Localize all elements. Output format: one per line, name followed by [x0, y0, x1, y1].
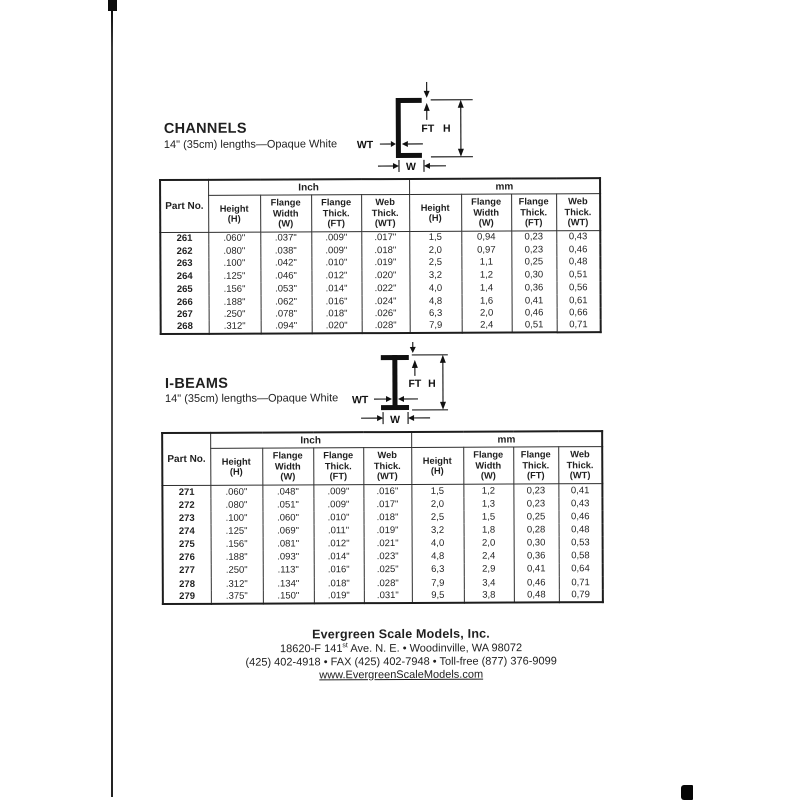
wt-arrowhead-right — [398, 396, 404, 402]
col-height-mm: Height (H) — [411, 447, 463, 484]
value-cell: .312" — [211, 577, 263, 590]
value-cell: .080" — [208, 245, 260, 258]
value-cell: .009" — [313, 498, 363, 511]
mm-group-header: mm — [411, 431, 602, 447]
value-cell: .012" — [314, 537, 364, 550]
value-cell: .021" — [364, 537, 412, 550]
value-cell: 0,25 — [513, 510, 558, 523]
part-number-cell: 264 — [160, 270, 208, 283]
col-flange-width-inch: Flange Width (W) — [262, 448, 313, 485]
top-arrowhead — [410, 347, 416, 353]
column-header-row — [160, 194, 600, 233]
value-cell: .188" — [211, 551, 263, 564]
value-cell: .093" — [263, 551, 314, 564]
value-cell: .080" — [210, 498, 262, 511]
ft-arrowhead — [424, 103, 430, 111]
value-cell: 3,4 — [464, 576, 514, 589]
w-label: W — [406, 161, 416, 173]
value-cell: .046" — [260, 270, 311, 283]
value-cell: .060" — [208, 232, 260, 245]
wt-arrowhead-right — [402, 141, 408, 147]
table-row — [163, 589, 603, 604]
value-cell: 2,5 — [411, 511, 463, 524]
value-cell: 0,23 — [513, 484, 558, 497]
value-cell: 0,46 — [556, 243, 600, 256]
value-cell: 0,41 — [558, 484, 602, 497]
value-cell: .023" — [364, 550, 412, 563]
part-number-cell: 273 — [162, 512, 210, 525]
value-cell: .037" — [260, 232, 311, 245]
top-arrowhead — [424, 91, 430, 98]
part-no-header: Part No. — [162, 433, 210, 486]
footer-address-block — [1, 625, 800, 682]
value-cell: 0,46 — [558, 510, 602, 523]
value-cell: .028" — [362, 320, 410, 333]
value-cell: .025" — [364, 564, 412, 577]
value-cell: .100" — [208, 257, 260, 270]
ibeams-section-title: I-BEAMS — [165, 376, 228, 392]
h-arrowhead-bottom — [440, 402, 446, 410]
value-cell: 0,23 — [511, 231, 556, 244]
value-cell: 0,66 — [557, 307, 601, 320]
value-cell: 7,9 — [410, 320, 462, 333]
w-arrowhead-left — [393, 163, 399, 169]
value-cell: .048" — [262, 485, 313, 498]
ft-label: FT — [421, 123, 434, 135]
part-number-cell: 263 — [160, 258, 208, 271]
col-flange-width-inch: Flange Width (W) — [260, 195, 311, 232]
h-label: H — [428, 378, 436, 390]
value-cell: .053" — [260, 283, 311, 296]
value-cell: .069" — [263, 524, 314, 537]
value-cell: .188" — [209, 296, 261, 309]
value-cell: 1,5 — [409, 231, 461, 244]
value-cell: 3,8 — [464, 590, 514, 603]
ibeams-table-body — [162, 484, 603, 605]
value-cell: .042" — [260, 257, 311, 270]
value-cell: .016" — [363, 484, 411, 497]
part-number-cell: 267 — [161, 308, 209, 321]
value-cell: 2,0 — [464, 537, 514, 550]
address-superscript: st — [342, 642, 347, 649]
value-cell: .011" — [314, 524, 364, 537]
value-cell: 0,61 — [557, 294, 601, 307]
value-cell: .031" — [364, 590, 412, 603]
w-arrowhead-left — [377, 415, 383, 421]
value-cell: .017" — [363, 498, 411, 511]
value-cell: 2,4 — [464, 550, 514, 563]
value-cell: .014" — [314, 551, 364, 564]
wt-arrowhead-left — [391, 141, 396, 147]
value-cell: .010" — [313, 511, 363, 524]
value-cell: 0,51 — [556, 269, 600, 282]
h-arrowhead-bottom — [458, 149, 464, 157]
part-number-cell: 277 — [163, 564, 211, 577]
website-url: www.EvergreenScaleModels.com — [1, 667, 800, 682]
value-cell: 3,2 — [412, 524, 464, 537]
col-height-inch: Height (H) — [208, 195, 260, 232]
value-cell: 0,43 — [558, 497, 602, 510]
value-cell: .038" — [260, 245, 311, 258]
value-cell: 0,48 — [559, 523, 603, 536]
column-header-row — [162, 447, 602, 486]
value-cell: .014" — [311, 282, 361, 295]
channel-cross-section-diagram — [351, 82, 481, 175]
part-number-cell: 275 — [163, 538, 211, 551]
col-flange-thick-inch: Flange Thick. (FT) — [311, 195, 361, 232]
value-cell: 0,25 — [511, 256, 556, 269]
value-cell: .009" — [311, 244, 361, 257]
value-cell: 0,71 — [557, 319, 601, 332]
value-cell: 0,46 — [512, 307, 557, 320]
channel-shape — [398, 100, 422, 155]
value-cell: 0,46 — [514, 576, 559, 589]
w-label: W — [390, 414, 400, 426]
value-cell: 0,48 — [514, 589, 559, 602]
wt-arrowhead-left — [386, 396, 392, 402]
value-cell: .016" — [312, 295, 362, 308]
value-cell: 4,8 — [412, 550, 464, 563]
value-cell: .062" — [261, 295, 312, 308]
col-web-thick-mm: Web Thick. (WT) — [558, 447, 602, 484]
value-cell: 0,97 — [461, 244, 511, 257]
value-cell: .312" — [209, 321, 261, 334]
value-cell: 0,79 — [559, 589, 603, 602]
value-cell: .019" — [364, 524, 412, 537]
value-cell: 2,4 — [462, 320, 512, 333]
value-cell: 0,71 — [559, 576, 603, 589]
value-cell: .019" — [361, 257, 409, 270]
ibeam-cross-section-diagram — [348, 342, 488, 431]
part-number-cell: 279 — [163, 591, 211, 604]
value-cell: 2,0 — [411, 497, 463, 510]
part-no-header: Part No. — [160, 180, 208, 233]
value-cell: .125" — [208, 270, 260, 283]
value-cell: .018" — [312, 308, 362, 321]
address-pre: 18620-F 141 — [280, 643, 342, 655]
value-cell: .012" — [311, 270, 361, 283]
value-cell: .156" — [211, 538, 263, 551]
value-cell: .060" — [262, 511, 313, 524]
value-cell: .019" — [314, 590, 364, 603]
value-cell: .018" — [314, 577, 364, 590]
part-number-cell: 266 — [161, 296, 209, 309]
value-cell: 2,0 — [409, 244, 461, 257]
value-cell: 1,2 — [463, 484, 513, 497]
value-cell: .134" — [263, 577, 314, 590]
value-cell: 1,5 — [463, 510, 513, 523]
value-cell: 1,2 — [461, 269, 511, 282]
value-cell: 1,6 — [462, 294, 512, 307]
value-cell: 7,9 — [412, 577, 464, 590]
value-cell: 3,2 — [409, 269, 461, 282]
w-arrowhead-right — [424, 163, 430, 169]
value-cell: 0,51 — [512, 320, 557, 333]
value-cell: .022" — [361, 282, 409, 295]
value-cell: 0,64 — [559, 563, 603, 576]
value-cell: .113" — [263, 564, 314, 577]
value-cell: 6,3 — [412, 563, 464, 576]
value-cell: .020" — [361, 270, 409, 283]
value-cell: 2,5 — [409, 257, 461, 270]
value-cell: .125" — [211, 525, 263, 538]
value-cell: 0,41 — [514, 563, 559, 576]
value-cell: 9,5 — [412, 590, 464, 603]
inch-group-header: Inch — [210, 432, 411, 448]
col-height-inch: Height (H) — [210, 448, 262, 485]
value-cell: .100" — [210, 511, 262, 524]
value-cell: 0,41 — [512, 294, 557, 307]
wt-label: WT — [357, 139, 374, 151]
wt-label: WT — [352, 394, 369, 406]
part-number-cell: 261 — [160, 232, 208, 245]
value-cell: .018" — [363, 511, 411, 524]
value-cell: 0,94 — [461, 231, 511, 244]
col-web-thick-mm: Web Thick. (WT) — [556, 194, 600, 231]
part-number-cell: 272 — [162, 499, 210, 512]
value-cell: .094" — [261, 321, 312, 334]
value-cell: .051" — [262, 498, 313, 511]
col-flange-thick-mm: Flange Thick. (FT) — [513, 447, 558, 484]
part-number-cell: 276 — [163, 551, 211, 564]
value-cell: 0,30 — [511, 269, 556, 282]
value-cell: 0,43 — [556, 231, 600, 244]
value-cell: .250" — [211, 564, 263, 577]
h-arrowhead-top — [458, 100, 464, 108]
part-number-cell: 271 — [162, 485, 210, 498]
col-flange-thick-inch: Flange Thick. (FT) — [313, 448, 363, 485]
value-cell: .016" — [314, 564, 364, 577]
h-arrowhead-top — [440, 355, 446, 363]
value-cell: .156" — [208, 283, 260, 296]
value-cell: 0,23 — [513, 497, 558, 510]
value-cell: .026" — [362, 308, 410, 321]
ibeams-section-subtitle: 14" (35cm) lengths—Opaque White — [165, 392, 338, 405]
value-cell: 0,58 — [559, 550, 603, 563]
value-cell: 2,0 — [462, 307, 512, 320]
part-number-cell: 262 — [160, 245, 208, 258]
part-number-cell: 274 — [163, 525, 211, 538]
w-arrowhead-right — [408, 415, 414, 421]
value-cell: .081" — [263, 538, 314, 551]
part-number-cell: 278 — [163, 578, 211, 591]
ft-label: FT — [408, 378, 421, 390]
value-cell: .150" — [263, 590, 314, 603]
value-cell: 1,8 — [464, 524, 514, 537]
col-height-mm: Height (H) — [409, 194, 461, 231]
channels-table-body — [160, 231, 600, 334]
col-flange-width-mm: Flange Width (W) — [463, 447, 513, 484]
value-cell: .010" — [311, 257, 361, 270]
table-row — [161, 319, 601, 334]
value-cell: 4,0 — [409, 282, 461, 295]
value-cell: 1,4 — [461, 282, 511, 295]
value-cell: 1,1 — [461, 256, 511, 269]
value-cell: 1,3 — [463, 497, 513, 510]
value-cell: .375" — [211, 591, 263, 604]
inch-group-header: Inch — [208, 179, 409, 195]
phone-fax-line: (425) 402-4918 • FAX (425) 402-7948 • Toll-free (877) 376-9099 — [1, 654, 800, 669]
value-cell: .020" — [312, 320, 362, 333]
channels-table — [159, 177, 602, 335]
value-cell: 0,36 — [514, 550, 559, 563]
value-cell: 4,8 — [410, 295, 462, 308]
h-label: H — [443, 123, 451, 135]
ft-arrowhead — [412, 360, 418, 368]
channels-section-subtitle: 14" (35cm) lengths—Opaque White — [164, 138, 337, 151]
col-web-thick-inch: Web Thick. (WT) — [363, 447, 411, 484]
part-number-cell: 265 — [160, 283, 208, 296]
value-cell: 1,5 — [411, 484, 463, 497]
value-cell: .078" — [261, 308, 312, 321]
value-cell: 0,56 — [556, 281, 600, 294]
value-cell: .060" — [210, 485, 262, 498]
value-cell: .018" — [361, 244, 409, 257]
mm-group-header: mm — [409, 178, 600, 194]
col-flange-thick-mm: Flange Thick. (FT) — [511, 194, 556, 231]
value-cell: .024" — [362, 295, 410, 308]
value-cell: 2,9 — [464, 563, 514, 576]
value-cell: .009" — [313, 485, 363, 498]
col-web-thick-inch: Web Thick. (WT) — [361, 194, 409, 231]
value-cell: 0,23 — [511, 244, 556, 257]
value-cell: 0,28 — [514, 523, 559, 536]
value-cell: 0,30 — [514, 537, 559, 550]
value-cell: 0,48 — [556, 256, 600, 269]
value-cell: 6,3 — [410, 307, 462, 320]
part-number-cell: 268 — [161, 321, 209, 334]
value-cell: 0,36 — [511, 282, 556, 295]
value-cell: 0,53 — [559, 536, 603, 549]
value-cell: .009" — [311, 232, 361, 245]
col-flange-width-mm: Flange Width (W) — [461, 194, 511, 231]
channels-section-title: CHANNELS — [164, 121, 247, 137]
value-cell: .017" — [361, 231, 409, 244]
value-cell: 4,0 — [412, 537, 464, 550]
value-cell: .250" — [209, 308, 261, 321]
value-cell: .028" — [364, 577, 412, 590]
address-post: Ave. N. E. • Woodinville, WA 98072 — [348, 642, 522, 655]
company-name: Evergreen Scale Models, Inc. — [1, 625, 800, 642]
ibeams-table — [161, 430, 604, 605]
